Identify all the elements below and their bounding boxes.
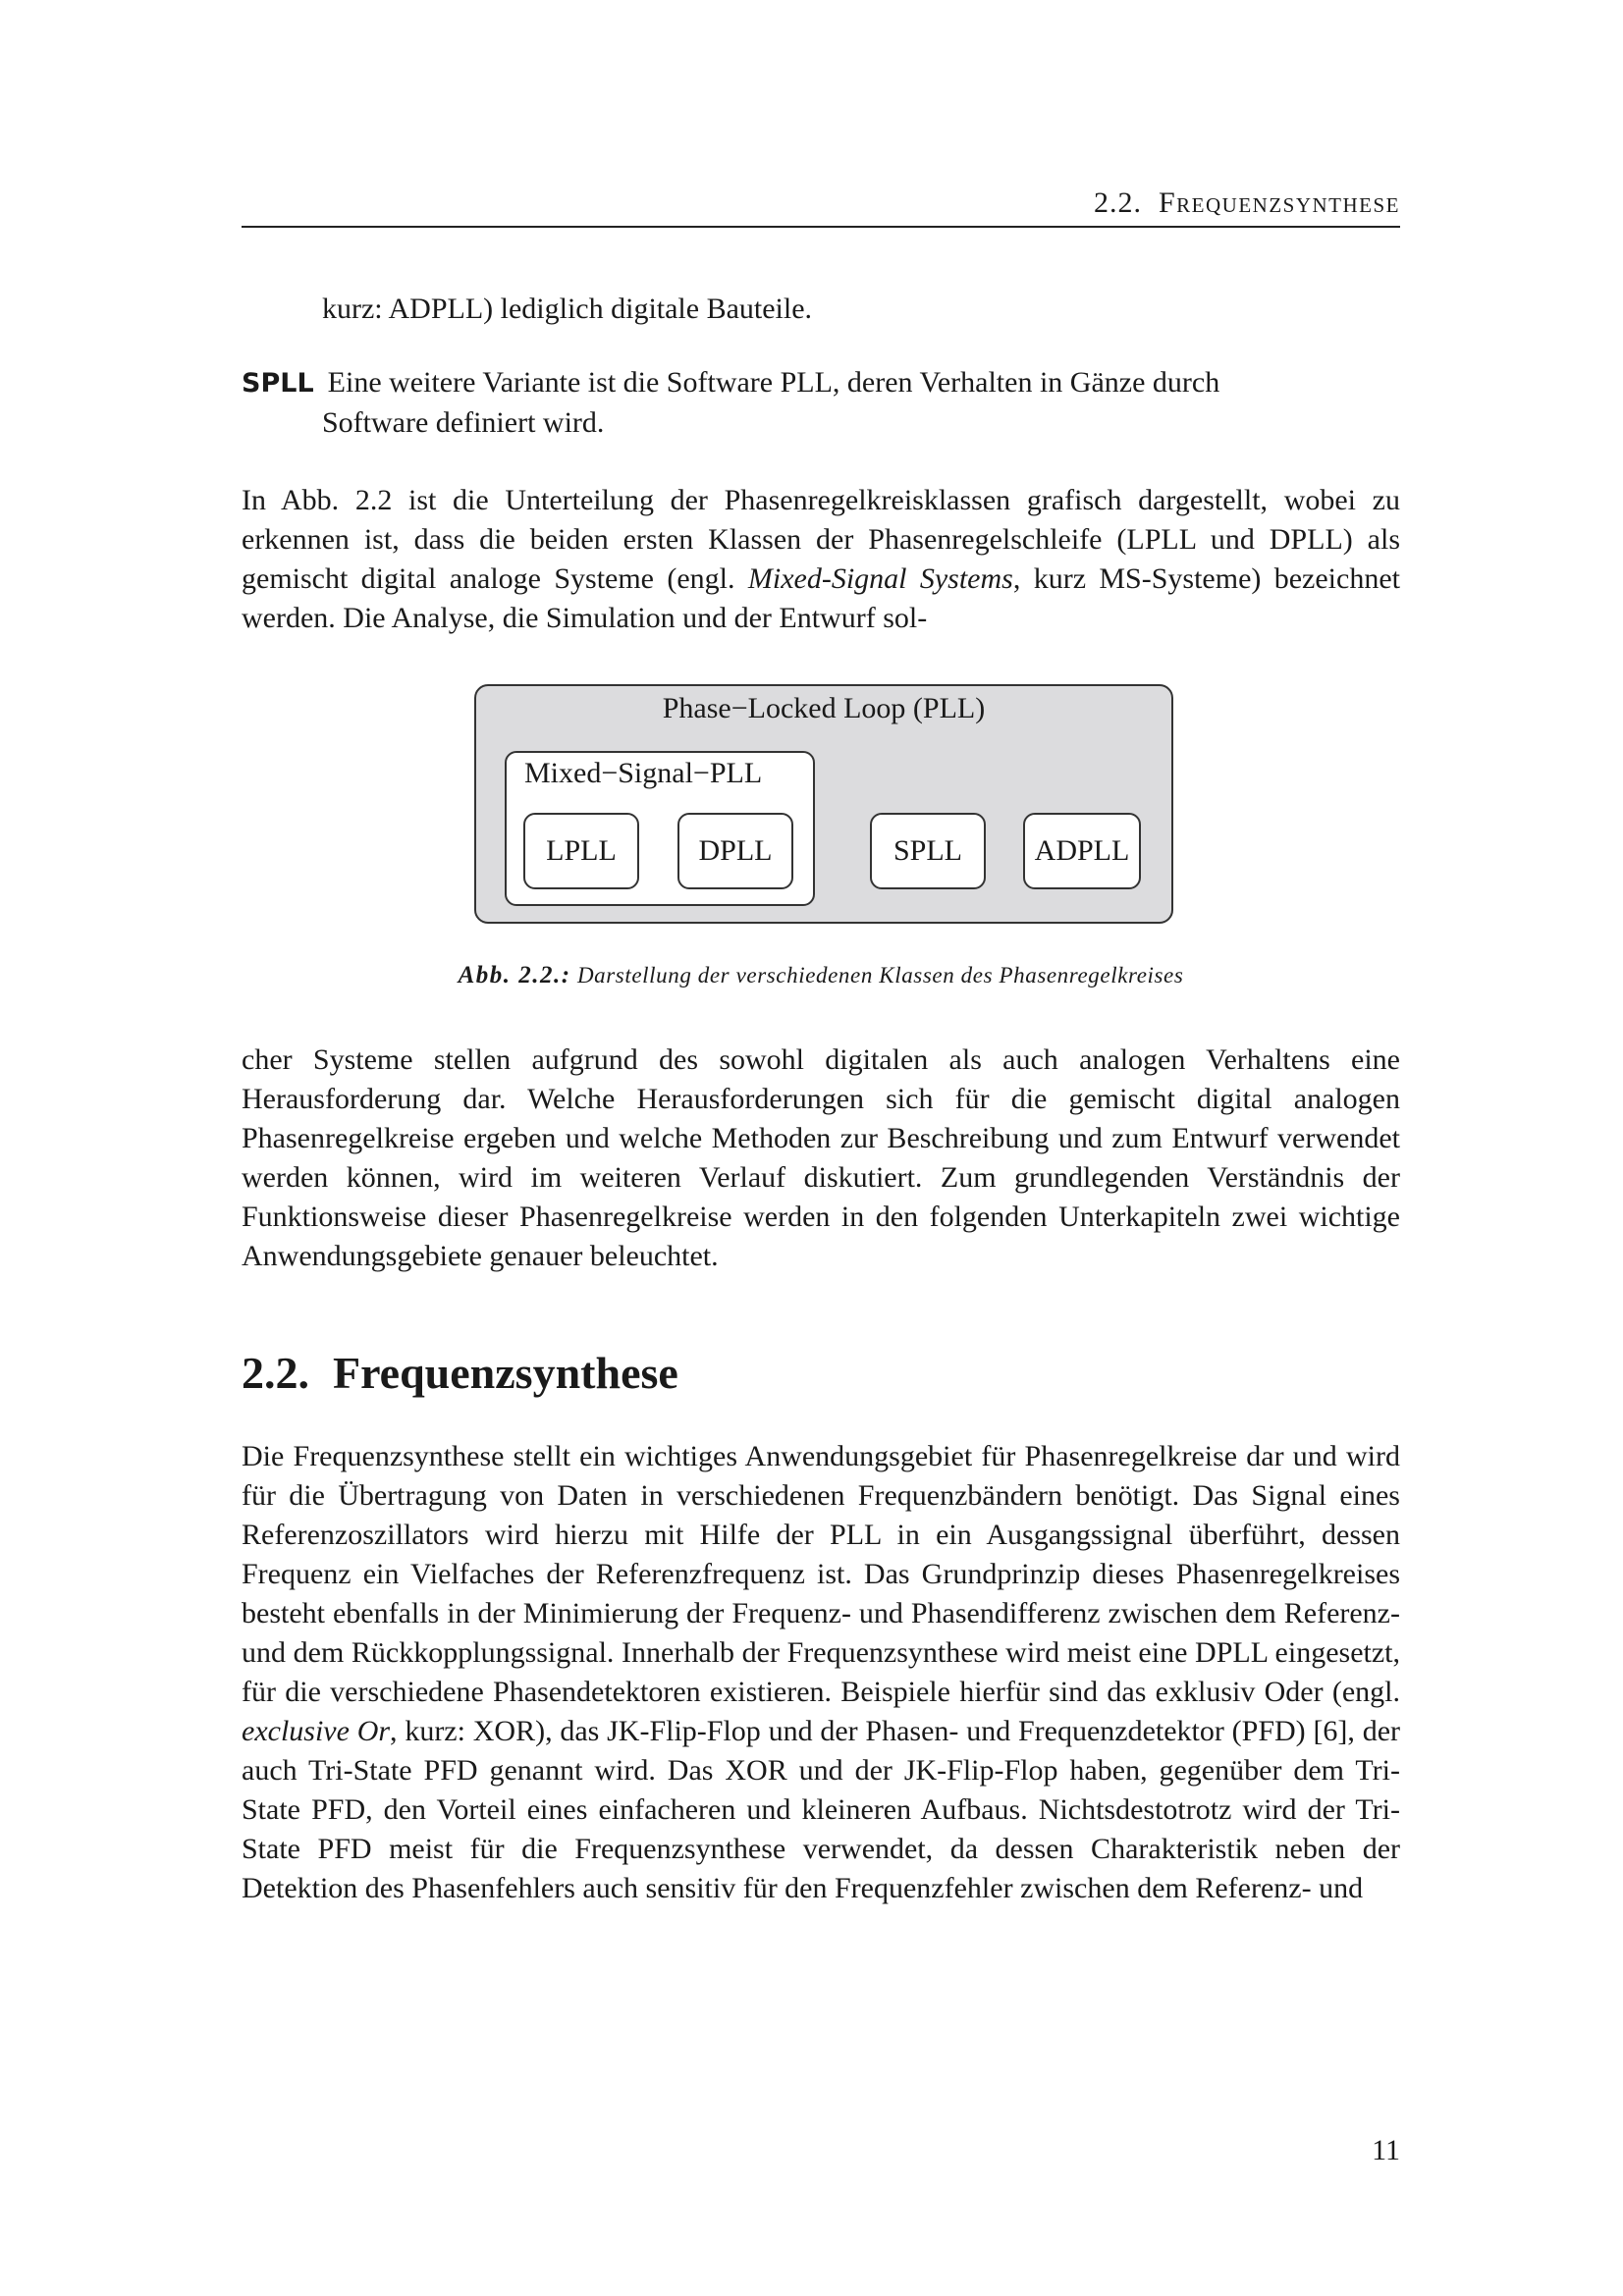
spll-label: SPLL [242, 368, 314, 399]
caption-text: Darstellung der verschiedenen Klassen des Phasenregelkreises [576, 963, 1184, 988]
running-header [242, 187, 1400, 230]
header-rule [242, 226, 1400, 228]
dpll-box: DPLL [677, 813, 793, 889]
page-number: 11 [1372, 2134, 1400, 2166]
pll-classes-diagram [474, 684, 1173, 924]
paragraph3-italic: exclusive Or [242, 1715, 391, 1747]
paragraph-figure-reference [242, 481, 1400, 638]
header-title: Frequenzsynthese [1158, 187, 1400, 219]
header-number: 2.2. [1093, 187, 1142, 219]
intro-continuation: kurz: ADPLL) lediglich digitale Bauteile. [322, 293, 813, 325]
paragraph1-after: , kurz MS-Systeme) bezeichnet werden. Die Analyse, die Simulation und der Entwurf sol- [242, 562, 1400, 634]
section-title: Frequenzsynthese [333, 1348, 678, 1398]
paragraph1-italic: Mixed-Signal Systems [747, 562, 1013, 595]
paragraph-frequency-synthesis [242, 1437, 1400, 1987]
lpll-box: LPLL [523, 813, 639, 889]
paragraph-challenges: cher Systeme stellen aufgrund des sowohl digitalen als auch analogen Verhaltens eine Herausforderung dar. Welche Herausforderungen sich für die gemischt digital analogen Phasenregelkreise ergeben und welche Methoden zur Beschreibung und zum Entwurf verwendet werden können, wird im weiteren Verlauf diskutiert. Zum grundlegenden Verständnis der Funktionsweise dieser Phasenregelkreise werden in den folgenden Unterkapiteln zwei wichtige Anwendungsgebiete genauer beleuchtet. [242, 1043, 1400, 1272]
paragraph3-part1: Die Frequenzsynthese stellt ein wichtiges Anwendungsgebiet für Phasenregelkreise dar und wird für die Übertragung von Daten in verschiedenen Frequenzbändern benötigt. Das Signal eines Referenzoszillators wird hierzu mit Hilfe der PLL in ein Ausgangssignal überführt, dessen Frequenz ein Vielfaches der Referenzfrequenz ist. Das Grundprinzip dieses Phasenregelkreises besteht ebenfalls in der Minimierung der Frequenz- und Phasendifferenz zwischen dem Referenz- und dem Rückkopplungssignal. Innerhalb der Frequenzsynthese wird meist eine DPLL eingesetzt, für die verschiedene Phasendetektoren existieren. Beispiele hierfür sind das exklusiv Oder (engl. [242, 1440, 1400, 1708]
spll-text-line1: Eine weitere Variante ist die Software PLL, deren Verhalten in Gänze durch [327, 366, 1220, 399]
section-number: 2.2. [242, 1348, 309, 1398]
spll-text-line2: Software definiert wird. [322, 406, 605, 439]
spll-description [242, 363, 1400, 443]
mixed-signal-title: Mixed−Signal−PLL [524, 757, 763, 789]
document-page [242, 0, 1400, 2296]
diagram-title: Phase−Locked Loop (PLL) [662, 692, 986, 724]
caption-label: Abb. 2.2.: [458, 962, 571, 988]
adpll-box: ADPLL [1023, 813, 1141, 889]
paragraph1-before: In Abb. 2.2 ist die Unterteilung der Phasenregelkreisklassen grafisch dargestellt, wobei zu erkennen ist, dass die beiden ersten Klassen der Phasenregelschleife (LPLL und DPLL) als gemischt digital analoge Systeme (engl. [242, 484, 1400, 595]
figure-caption [242, 962, 1400, 989]
spll-box: SPLL [870, 813, 986, 889]
section-heading [242, 1347, 678, 1399]
paragraph3-part2: , kurz: XOR), das JK-Flip-Flop und der Phasen- und Frequenzdetektor (PFD) [6], der auch Tri-State PFD genannt wird. Das XOR und der JK-Flip-Flop haben, gegenüber dem Tri-State PFD, den Vorteil eines einfacheren und kleineren Aufbaus. Nichtsdestotrotz wird der Tri-State PFD meist für die Frequenzsynthese verwendet, da dessen Charakteristik neben der Detektion des Phasenfehlers auch sensitiv für den Frequenzfehler zwischen dem Referenz- und [242, 1715, 1401, 1904]
